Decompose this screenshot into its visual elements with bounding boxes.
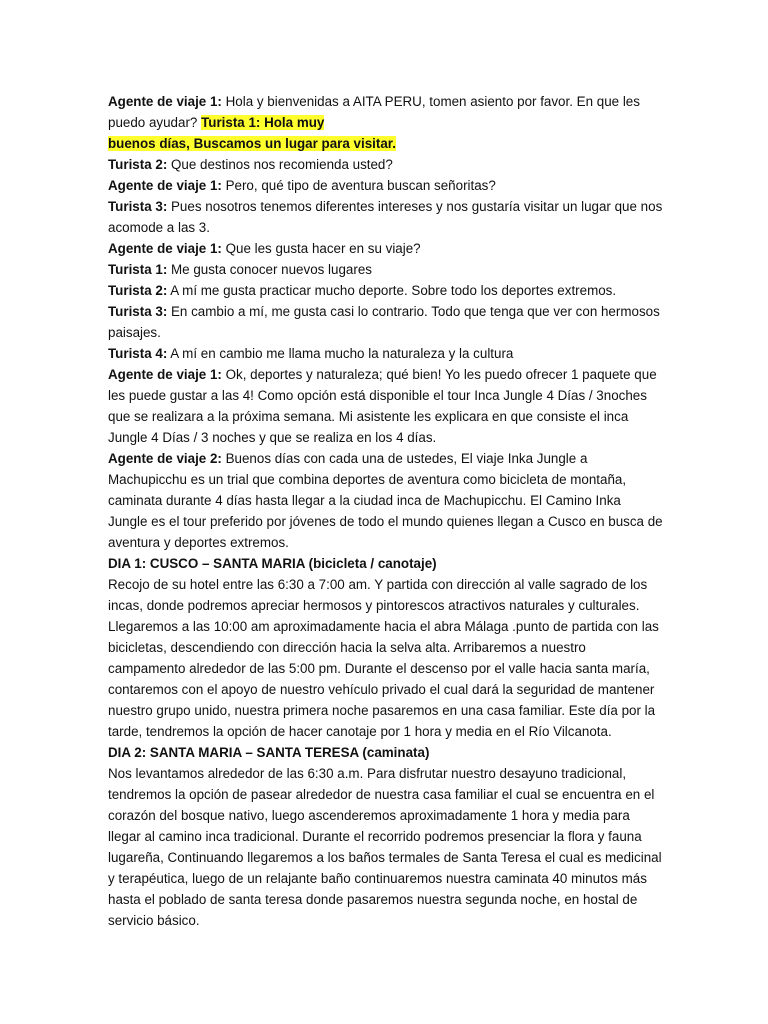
speaker-label: Turista 3: xyxy=(108,199,168,214)
dialogue-text: A mí en cambio me llama mucho la naturaleza y la cultura xyxy=(167,346,514,361)
dialogue-paragraph xyxy=(108,448,664,553)
day-heading: DIA 2: SANTA MARIA – SANTA TERESA (caminata) xyxy=(108,745,430,760)
highlighted-text: Hola muy xyxy=(260,115,325,130)
dialogue-text: Me gusta conocer nuevos lugares xyxy=(167,262,372,277)
highlighted-speaker-label: Turista 1: xyxy=(201,115,261,130)
highlighted-text: buenos días, Buscamos un lugar para visitar. xyxy=(108,136,396,151)
dialogue-text: Hola y bienvenidas a AITA PERU, tomen asiento por favor. En que les puedo ayudar? xyxy=(108,94,640,130)
document-body xyxy=(108,91,664,931)
dialogue-text: En cambio a mí, me gusta casi lo contrario. Todo que tenga que ver con hermosos paisajes. xyxy=(108,304,660,340)
dialogue-text: Pero, qué tipo de aventura buscan señoritas? xyxy=(221,178,496,193)
dialogue-paragraph xyxy=(108,196,664,238)
dialogue-paragraph xyxy=(108,154,664,175)
dialogue-text: Que les gusta hacer en su viaje? xyxy=(221,241,421,256)
dialogue-paragraph xyxy=(108,343,664,364)
dialogue-text: Ok, deportes y naturaleza; qué bien! Yo les puedo ofrecer 1 paquete que les puede gustar a las 4! Como opción está disponible el tour Inca Jungle 4 Días / 3noches que se realizara a la próxima semana. Mi asistente les explicara en que consiste el inca Jungle 4 Días / 3 noches y que se realiza en los 4 días. xyxy=(108,367,657,445)
day-heading: DIA 1: CUSCO – SANTA MARIA (bicicleta / canotaje) xyxy=(108,556,437,571)
speaker-label: Agente de viaje 1: xyxy=(108,241,222,256)
speaker-label: Turista 4: xyxy=(108,346,168,361)
speaker-label: Agente de viaje 1: xyxy=(108,94,222,109)
dialogue-text: A mí me gusta practicar mucho deporte. Sobre todo los deportes extremos. xyxy=(167,283,617,298)
dialogue-paragraph xyxy=(108,259,664,280)
dialogue-paragraph xyxy=(108,364,664,448)
dialogue-paragraph xyxy=(108,301,664,343)
dialogue-paragraph xyxy=(108,280,664,301)
speaker-label: Turista 2: xyxy=(108,283,168,298)
speaker-label: Agente de viaje 1: xyxy=(108,367,222,382)
speaker-label: Agente de viaje 2: xyxy=(108,451,222,466)
speaker-label: Turista 3: xyxy=(108,304,168,319)
speaker-label: Turista 1: xyxy=(108,262,168,277)
dialogue-text: Buenos días con cada una de ustedes, El viaje Inka Jungle a Machupicchu es un trial que combina deportes de aventura como bicicleta de montaña, caminata durante 4 días hasta llegar a la ciudad inca de Machupicchu. El Camino Inka Jungle es el tour preferido por jóvenes de todo el mundo quienes llegan a Cusco en busca de aventura y deportes extremos. xyxy=(108,451,663,550)
dialogue-paragraph xyxy=(108,91,664,154)
dialogue-text: Que destinos nos recomienda usted? xyxy=(167,157,393,172)
dialogue-paragraph xyxy=(108,175,664,196)
dialogue-paragraph xyxy=(108,238,664,259)
day-description: Recojo de su hotel entre las 6:30 a 7:00 am. Y partida con dirección al valle sagrado de los incas, donde podremos apreciar hermosos y pintorescos atractivos naturales y culturales. Llegaremos a las 10:00 am aproximadamente hacia el abra Málaga .punto de partida con las bicicletas, descendiendo con dirección hacia la selva alta. Arribaremos a nuestro campamento alrededor de las 5:00 pm. Durante el descenso por el valle hacia santa maría, contaremos con el apoyo de nuestro vehículo privado el cual dará la seguridad de mantener nuestro grupo unido, nuestra primera noche pasaremos en una casa familiar. Este día por la tarde, tendremos la opción de hacer canotaje por 1 hora y media en el Río Vilcanota. xyxy=(108,577,659,739)
speaker-label: Agente de viaje 1: xyxy=(108,178,222,193)
day-description: Nos levantamos alrededor de las 6:30 a.m. Para disfrutar nuestro desayuno tradicional, tendremos la opción de pasear alrededor de nuestra casa familiar el cual se encuentra en el corazón del bosque nativo, luego ascenderemos aproximadamente 1 hora y media para llegar al camino inca tradicional. Durante el recorrido podremos presenciar la flora y fauna lugareña, Continuando llegaremos a los baños termales de Santa Teresa el cual es medicinal y terapéutica, luego de un relajante baño continuaremos nuestra caminata 40 minutos más hasta el poblado de santa teresa donde pasaremos nuestra segunda noche, en hostal de servicio básico. xyxy=(108,766,662,928)
speaker-label: Turista 2: xyxy=(108,157,168,172)
dialogue-text: Pues nosotros tenemos diferentes intereses y nos gustaría visitar un lugar que nos acomode a las 3. xyxy=(108,199,663,235)
